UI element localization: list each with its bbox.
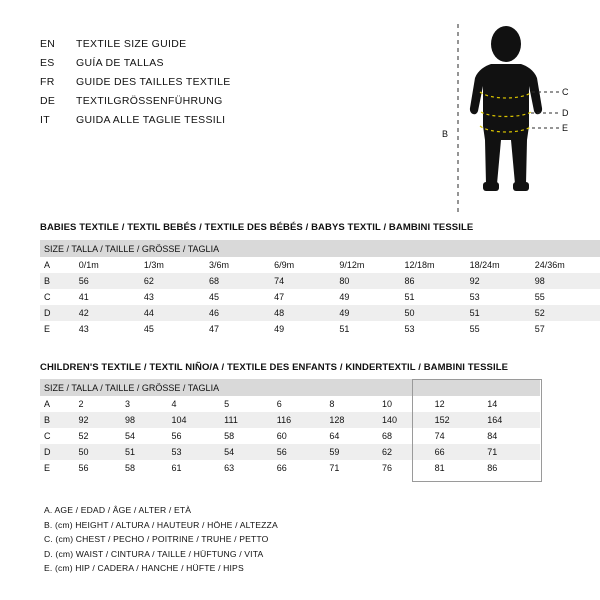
table-cell: 47 <box>209 321 274 337</box>
table-cell: 59 <box>329 444 382 460</box>
table-cell: 66 <box>435 444 488 460</box>
table-row <box>40 460 540 476</box>
table-cell: 111 <box>224 412 277 428</box>
table-cell: 56 <box>277 444 330 460</box>
table-cell: 24/36m <box>535 257 600 273</box>
language-title-list <box>40 38 420 133</box>
language-title: GUIDA ALLE TAGLIE TESSILI <box>76 114 226 126</box>
table-cell: 43 <box>79 321 144 337</box>
babies-size-header: SIZE / TALLA / TAILLE / GRÖSSE / TAGLIA <box>40 240 600 257</box>
table-cell: 68 <box>209 273 274 289</box>
table-row <box>40 273 600 289</box>
table-row <box>40 240 600 257</box>
table-cell: 52 <box>78 428 125 444</box>
table-cell: 53 <box>404 321 469 337</box>
table-cell: 6 <box>277 396 330 412</box>
table-row <box>40 305 600 321</box>
legend-line: B. (cm) HEIGHT / ALTURA / HAUTEUR / HÖHE / ALTEZZA <box>44 519 278 530</box>
table-cell: 50 <box>404 305 469 321</box>
language-code: EN <box>40 38 56 50</box>
language-code: FR <box>40 76 55 88</box>
figure-label-e: E <box>562 123 569 133</box>
table-cell: 56 <box>172 428 225 444</box>
table-cell: 104 <box>172 412 225 428</box>
legend-line: E. (cm) HIP / CADERA / HANCHE / HÜFTE / HIPS <box>44 563 244 574</box>
legend-line: D. (cm) WAIST / CINTURA / TAILLE / HÜFTUNG / VITA <box>44 548 264 559</box>
language-title: TEXTILE SIZE GUIDE <box>76 38 187 50</box>
table-cell: 55 <box>535 289 600 305</box>
table-cell: 76 <box>382 460 435 476</box>
table-row <box>40 379 540 396</box>
table-cell: 71 <box>329 460 382 476</box>
table-cell: 62 <box>382 444 435 460</box>
table-cell: 48 <box>274 305 339 321</box>
table-cell: 55 <box>470 321 535 337</box>
table-cell: 49 <box>339 305 404 321</box>
table-cell: 98 <box>535 273 600 289</box>
table-cell: 128 <box>329 412 382 428</box>
table-cell: 92 <box>78 412 125 428</box>
figure-label-b: B <box>442 129 449 139</box>
table-cell: 74 <box>435 428 488 444</box>
table-cell: 66 <box>277 460 330 476</box>
table-cell: 43 <box>144 289 209 305</box>
row-label: C <box>40 289 79 305</box>
table-cell: 152 <box>435 412 488 428</box>
table-cell: 18/24m <box>470 257 535 273</box>
table-cell: 53 <box>470 289 535 305</box>
table-cell: 63 <box>224 460 277 476</box>
table-cell: 6/9m <box>274 257 339 273</box>
figure-label-d: D <box>562 108 569 118</box>
table-row <box>40 412 540 428</box>
table-cell: 84 <box>487 428 540 444</box>
table-cell: 56 <box>78 460 125 476</box>
row-label: D <box>40 305 79 321</box>
table-cell: 74 <box>274 273 339 289</box>
language-title: GUIDE DES TAILLES TEXTILE <box>76 76 231 88</box>
row-label: E <box>40 321 79 337</box>
language-code: ES <box>40 57 55 69</box>
language-row <box>40 57 420 76</box>
table-row <box>40 396 540 412</box>
table-cell: 9/12m <box>339 257 404 273</box>
children-size-header: SIZE / TALLA / TAILLE / GRÖSSE / TAGLIA <box>40 379 540 396</box>
table-cell: 86 <box>404 273 469 289</box>
table-cell: 81 <box>435 460 488 476</box>
table-cell: 51 <box>339 321 404 337</box>
table-cell: 47 <box>274 289 339 305</box>
measurement-legend <box>44 503 278 576</box>
table-row <box>40 289 600 305</box>
children-section-title: CHILDREN'S TEXTILE / TEXTIL NIÑO/A / TEXTILE DES ENFANTS / KINDERTEXTIL / BAMBINI TESSILE <box>40 362 509 373</box>
table-cell: 4 <box>172 396 225 412</box>
table-cell: 3 <box>125 396 172 412</box>
table-cell: 5 <box>224 396 277 412</box>
table-cell: 61 <box>172 460 225 476</box>
table-cell: 12/18m <box>404 257 469 273</box>
table-cell: 50 <box>78 444 125 460</box>
row-label: E <box>40 460 78 476</box>
row-label: A <box>40 396 78 412</box>
table-cell: 52 <box>535 305 600 321</box>
table-cell: 98 <box>125 412 172 428</box>
table-cell: 0/1m <box>79 257 144 273</box>
table-cell: 86 <box>487 460 540 476</box>
table-cell: 41 <box>79 289 144 305</box>
table-cell: 68 <box>382 428 435 444</box>
language-code: DE <box>40 95 56 107</box>
table-cell: 49 <box>274 321 339 337</box>
table-cell: 62 <box>144 273 209 289</box>
silhouette-shape <box>470 26 542 191</box>
table-cell: 58 <box>125 460 172 476</box>
language-row <box>40 95 420 114</box>
table-cell: 2 <box>78 396 125 412</box>
legend-line: C. (cm) CHEST / PECHO / POITRINE / TRUHE / PETTO <box>44 534 269 545</box>
language-row <box>40 114 420 133</box>
table-row <box>40 444 540 460</box>
table-cell: 53 <box>172 444 225 460</box>
table-row <box>40 257 600 273</box>
babies-size-table <box>40 240 600 337</box>
row-label: B <box>40 273 79 289</box>
table-cell: 14 <box>487 396 540 412</box>
row-label: A <box>40 257 79 273</box>
table-cell: 64 <box>329 428 382 444</box>
table-cell: 164 <box>487 412 540 428</box>
language-title: TEXTILGRÖSSENFÜHRUNG <box>76 95 223 107</box>
babies-section-title: BABIES TEXTILE / TEXTIL BEBÉS / TEXTILE DES BÉBÉS / BABYS TEXTIL / BAMBINI TESSILE <box>40 222 474 233</box>
row-label: D <box>40 444 78 460</box>
table-cell: 60 <box>277 428 330 444</box>
table-cell: 1/3m <box>144 257 209 273</box>
table-cell: 71 <box>487 444 540 460</box>
table-cell: 51 <box>470 305 535 321</box>
table-cell: 42 <box>79 305 144 321</box>
table-cell: 140 <box>382 412 435 428</box>
table-cell: 8 <box>329 396 382 412</box>
table-row <box>40 321 600 337</box>
table-cell: 54 <box>224 444 277 460</box>
language-row <box>40 76 420 95</box>
table-cell: 56 <box>79 273 144 289</box>
language-title: GUÍA DE TALLAS <box>76 57 164 69</box>
table-cell: 10 <box>382 396 435 412</box>
table-cell: 45 <box>209 289 274 305</box>
table-cell: 92 <box>470 273 535 289</box>
table-cell: 46 <box>209 305 274 321</box>
legend-line: A. AGE / EDAD / ÂGE / ALTER / ETÀ <box>44 505 192 515</box>
table-cell: 49 <box>339 289 404 305</box>
table-cell: 58 <box>224 428 277 444</box>
table-cell: 57 <box>535 321 600 337</box>
table-cell: 80 <box>339 273 404 289</box>
table-row <box>40 428 540 444</box>
language-code: IT <box>40 114 50 126</box>
table-cell: 3/6m <box>209 257 274 273</box>
table-cell: 54 <box>125 428 172 444</box>
table-cell: 44 <box>144 305 209 321</box>
row-label: C <box>40 428 78 444</box>
table-cell: 116 <box>277 412 330 428</box>
language-row <box>40 38 420 57</box>
table-cell: 12 <box>435 396 488 412</box>
table-cell: 45 <box>144 321 209 337</box>
table-cell: 51 <box>125 444 172 460</box>
children-size-table <box>40 379 540 476</box>
table-cell: 51 <box>404 289 469 305</box>
figure-label-c: C <box>562 87 569 97</box>
body-measurement-figure <box>428 22 588 217</box>
row-label: B <box>40 412 78 428</box>
